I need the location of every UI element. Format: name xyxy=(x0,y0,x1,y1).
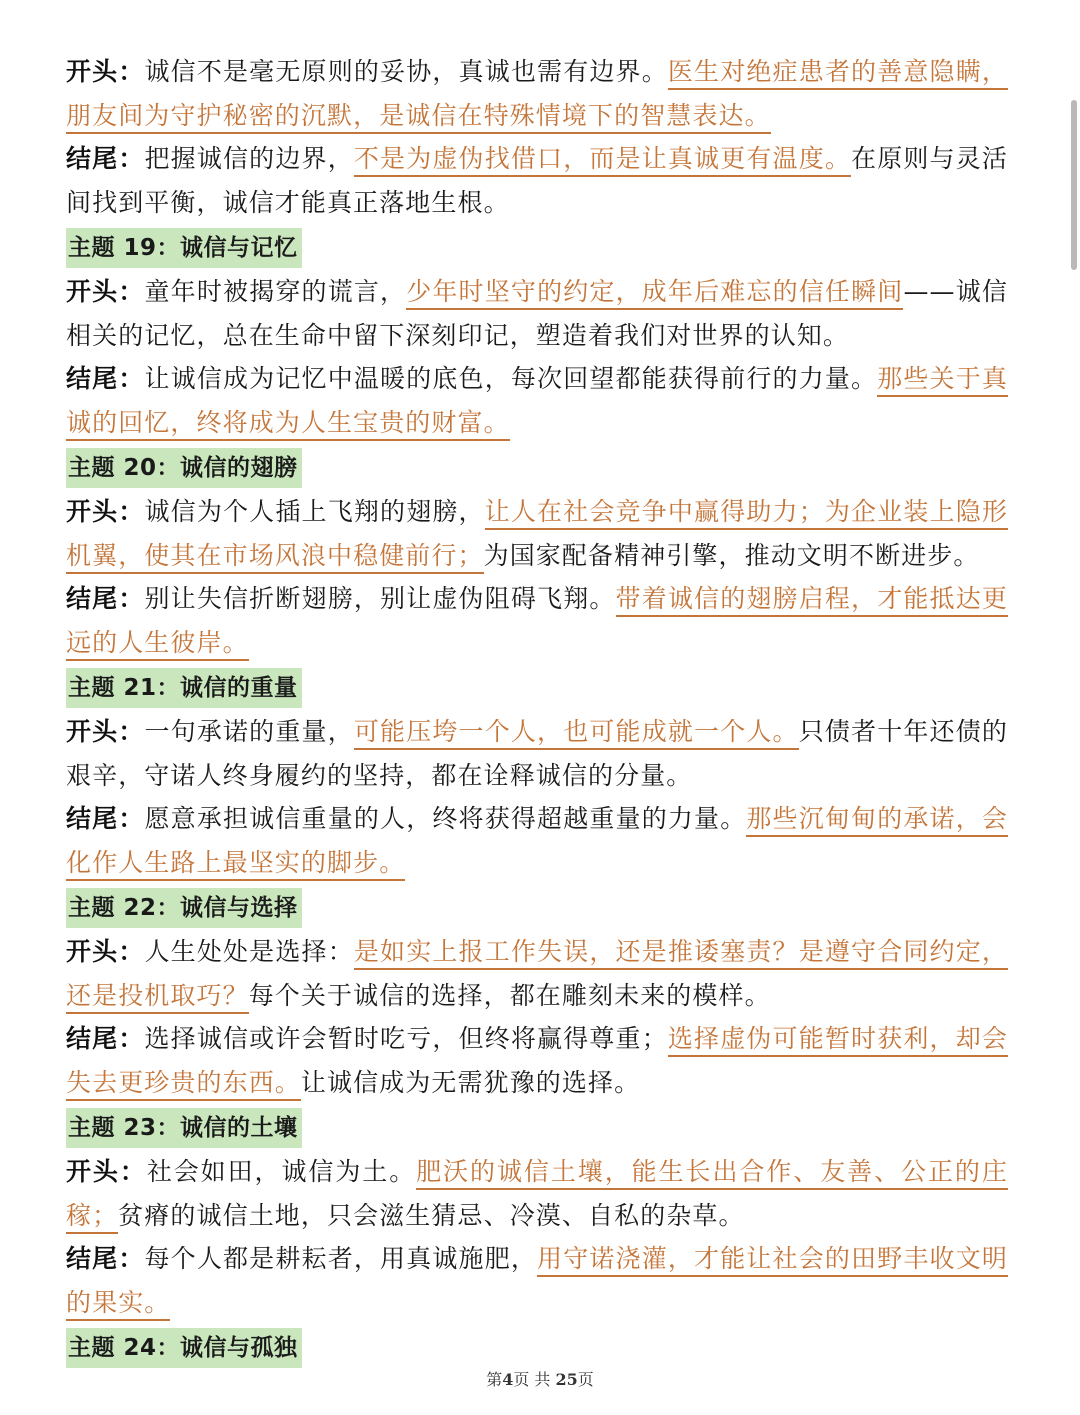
opening-highlight: 是如实上报工作失误，还是推诿塞责？是遵守合同约定，还是投机取巧？ xyxy=(66,937,1008,1014)
closing-text-tail: 让诚信成为无需犹豫的选择。 xyxy=(300,1067,641,1097)
closing-highlight: 带着诚信的翅膀启程，才能抵达更远的人生彼岸。 xyxy=(66,584,1008,661)
closing-text: 愿意承担诚信重量的人，终将获得超越重量的力量。 xyxy=(144,804,747,833)
opening-paragraph xyxy=(66,50,1008,137)
footer-suffix: 页 xyxy=(577,1370,594,1389)
topic-heading-row xyxy=(66,1104,1008,1150)
opening-highlight: 医生对绝症患者的善意隐瞒，朋友间为守护秘密的沉默，是诚信在特殊情境下的智慧表达。 xyxy=(66,57,1008,134)
closing-text-tail: 在原则与灵活间找到平衡，诚信才能真正落地生根。 xyxy=(66,144,1008,217)
opening-text: 人生处处是选择： xyxy=(144,937,354,966)
opening-highlight: 让人在社会竞争中赢得助力；为企业装上隐形机翼，使其在市场风浪中稳健前行； xyxy=(66,497,1008,574)
opening-paragraph xyxy=(66,490,1008,577)
closing-highlight: 用守诺浇灌，才能让社会的田野丰收文明的果实。 xyxy=(66,1244,1008,1321)
closing-label: 结尾： xyxy=(66,364,145,393)
topic-heading: 主题 24：诚信与孤独 xyxy=(66,1328,302,1368)
opening-text: 诚信为个人插上飞翔的翅膀， xyxy=(144,497,485,526)
opening-label: 开头： xyxy=(66,57,145,86)
closing-paragraph xyxy=(66,1237,1008,1324)
topic-heading-row xyxy=(66,444,1008,490)
topic-heading: 主题 19：诚信与记忆 xyxy=(66,228,302,268)
opening-label: 开头： xyxy=(66,277,145,306)
opening-text-tail: 为国家配备精神引擎，推动文明不断进步。 xyxy=(483,540,980,570)
closing-highlight: 选择虚伪可能暂时获利，却会失去更珍贵的东西。 xyxy=(66,1024,1008,1101)
closing-label: 结尾： xyxy=(66,144,145,173)
opening-label: 开头： xyxy=(66,497,145,526)
opening-paragraph xyxy=(66,1150,1008,1237)
topic-heading-row xyxy=(66,884,1008,930)
opening-text: 一句承诺的重量， xyxy=(144,717,354,746)
opening-text: 童年时被揭穿的谎言， xyxy=(144,277,407,306)
closing-highlight: 那些关于真诚的回忆，终将成为人生宝贵的财富。 xyxy=(66,364,1008,441)
closing-label: 结尾： xyxy=(66,584,145,613)
opening-text-tail: 贫瘠的诚信土地，只会滋生猜忌、冷漠、自私的杂草。 xyxy=(118,1200,745,1230)
opening-text-tail: ——诚信相关的记忆，总在生命中留下深刻印记，塑造着我们对世界的认知。 xyxy=(66,277,1008,350)
topic-heading: 主题 20：诚信的翅膀 xyxy=(66,448,302,488)
scrollbar[interactable] xyxy=(1071,100,1077,270)
closing-highlight: 那些沉甸甸的承诺，会化作人生路上最坚实的脚步。 xyxy=(66,804,1008,881)
topic-heading: 主题 21：诚信的重量 xyxy=(66,668,302,708)
closing-highlight: 不是为虚伪找借口，而是让真诚更有温度。 xyxy=(354,144,851,177)
closing-text: 让诚信成为记忆中温暖的底色，每次回望都能获得前行的力量。 xyxy=(144,364,878,393)
topic-heading-row xyxy=(66,664,1008,710)
topic-heading: 主题 22：诚信与选择 xyxy=(66,888,302,928)
opening-paragraph xyxy=(66,270,1008,357)
opening-paragraph xyxy=(66,710,1008,797)
closing-paragraph xyxy=(66,137,1008,224)
closing-text: 选择诚信或许会暂时吃亏，但终将赢得尊重； xyxy=(144,1024,668,1053)
topic-heading-row xyxy=(66,224,1008,270)
closing-label: 结尾： xyxy=(66,1244,145,1273)
footer-total-pages: 25 xyxy=(555,1370,578,1389)
topic-heading: 主题 23：诚信的土壤 xyxy=(66,1108,302,1148)
closing-label: 结尾： xyxy=(66,804,145,833)
opening-label: 开头： xyxy=(66,717,145,746)
opening-text: 社会如田，诚信为土。 xyxy=(146,1157,417,1186)
closing-paragraph xyxy=(66,357,1008,444)
closing-paragraph xyxy=(66,577,1008,664)
topic-heading-row xyxy=(66,1324,1008,1370)
closing-paragraph xyxy=(66,1017,1008,1104)
closing-paragraph xyxy=(66,797,1008,884)
footer-middle: 页 共 xyxy=(513,1370,556,1389)
document-page xyxy=(66,50,1008,1370)
footer-page-number: 4 xyxy=(502,1370,514,1389)
opening-text-tail: 每个关于诚信的选择，都在雕刻未来的模样。 xyxy=(248,980,771,1010)
opening-text-tail: 只债者十年还债的艰辛，守诺人终身履约的坚持，都在诠释诚信的分量。 xyxy=(66,717,1008,790)
closing-label: 结尾： xyxy=(66,1024,145,1053)
closing-text: 每个人都是耕耘者，用真诚施肥， xyxy=(144,1244,538,1273)
opening-text: 诚信不是毫无原则的妥协，真诚也需有边界。 xyxy=(144,57,668,86)
footer-prefix: 第 xyxy=(486,1370,503,1389)
opening-label: 开头： xyxy=(66,1157,147,1186)
opening-paragraph xyxy=(66,930,1008,1017)
opening-highlight: 肥沃的诚信土壤，能生长出合作、友善、公正的庄稼； xyxy=(66,1157,1008,1234)
closing-text: 把握诚信的边界， xyxy=(144,144,354,173)
opening-highlight: 可能压垮一个人，也可能成就一个人。 xyxy=(354,717,799,750)
opening-label: 开头： xyxy=(66,937,145,966)
opening-highlight: 少年时坚守的约定，成年后难忘的信任瞬间 xyxy=(406,277,903,310)
closing-text: 别让失信折断翅膀，别让虚伪阻碍飞翔。 xyxy=(144,584,616,613)
page-footer xyxy=(0,1367,1080,1390)
